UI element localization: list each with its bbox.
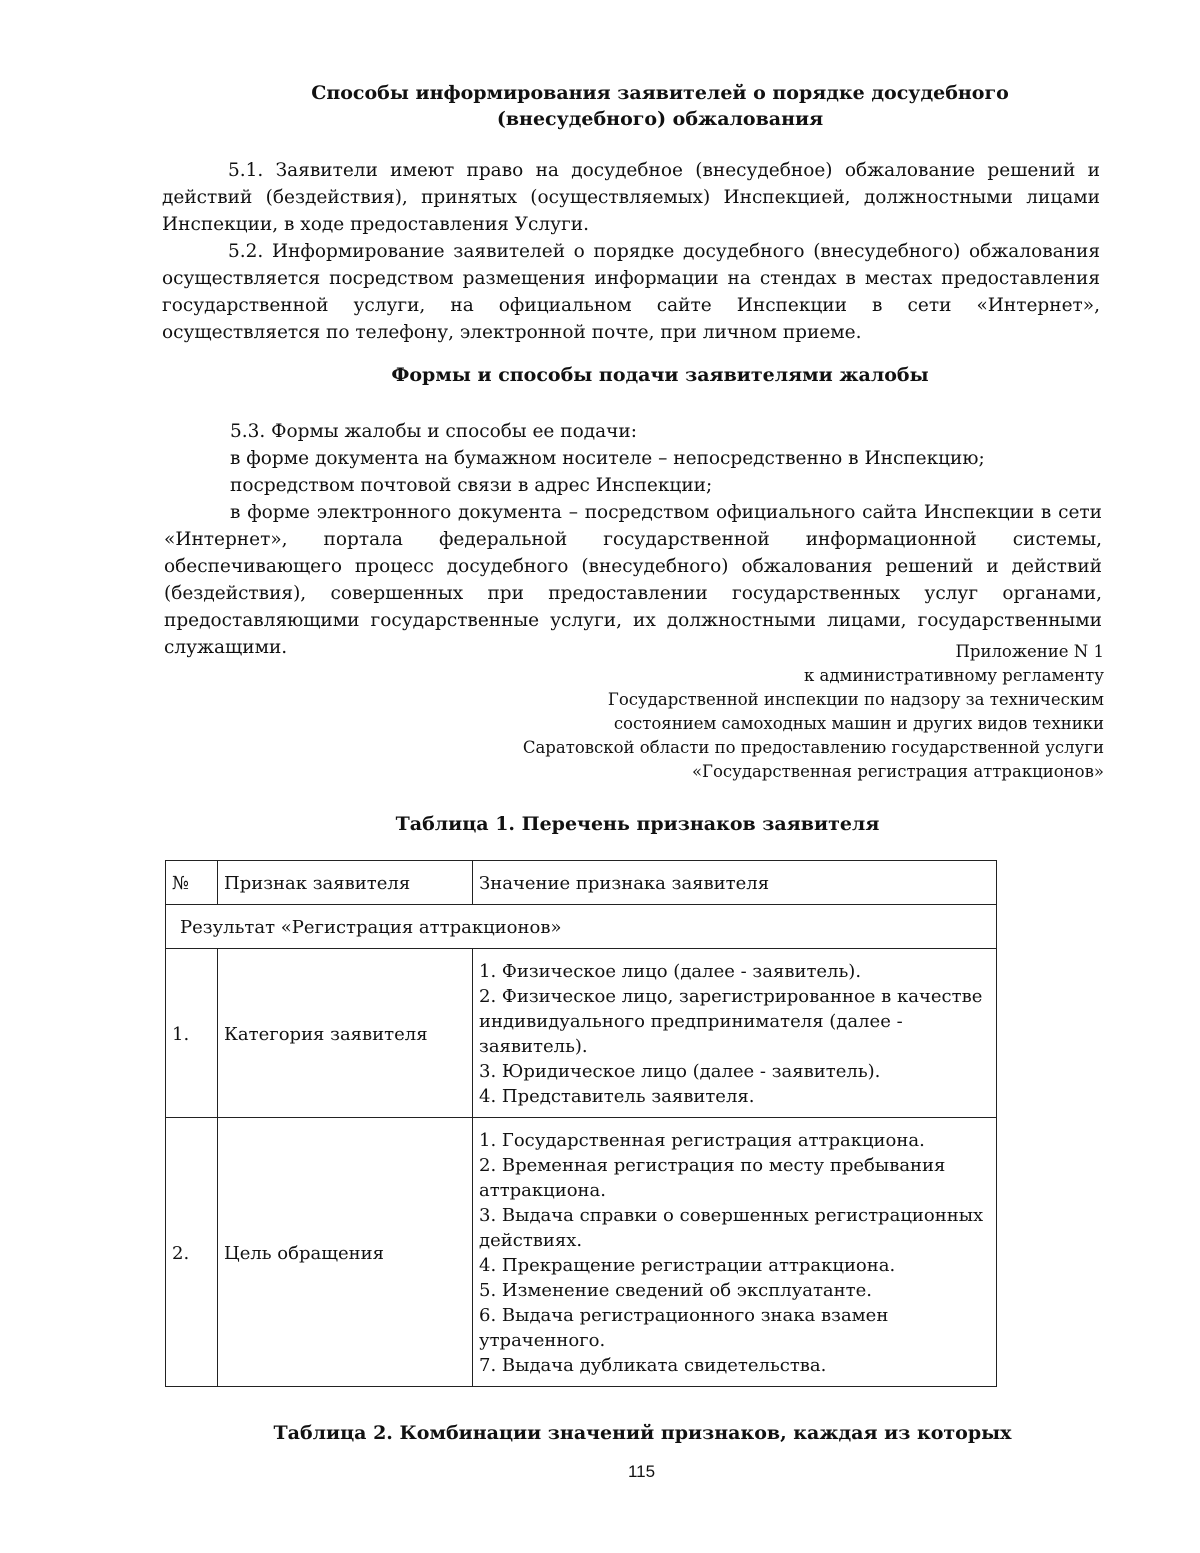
paragraph-5-1: 5.1. Заявители имеют право на досудебное (внесудебное) обжалование решений и действий (бездействия), принятых (осуществляемых) Инспекцией, должностными лицами Инспекции, в ходе предоставления Услуги. <box>162 160 1100 235</box>
subsection-title-text: Формы и способы подачи заявителями жалобы <box>391 364 929 386</box>
paragraph-paper-form: в форме документа на бумажном носителе – непосредственно в Инспекцию; <box>230 448 985 469</box>
paragraph-postal: посредством почтовой связи в адрес Инспекции; <box>230 475 713 496</box>
appendix-line: состоянием самоходных машин и других видов техники <box>613 714 1104 733</box>
value-item: 3. Выдача справки о совершенных регистрационных действиях. <box>479 1205 984 1251</box>
paragraphs-5-1-5-2 <box>162 157 1100 346</box>
value-item: 2. Физическое лицо, зарегистрированное в качестве индивидуального предпринимателя (далее - заявитель). <box>479 986 983 1057</box>
row-number: 1. <box>166 949 218 1118</box>
value-item: 3. Юридическое лицо (далее - заявитель). <box>479 1061 881 1082</box>
appendix-line: Саратовской области по предоставлению государственной услуги <box>522 738 1104 757</box>
table-row <box>166 1118 997 1387</box>
subsection-title <box>250 362 1070 388</box>
paragraph-electronic-form: в форме электронного документа – посредством официального сайта Инспекции в сети «Интернет», портала федеральной государственной информационной системы, обеспечивающего процесс досудебного (внесудебного) обжалования решений и действий (бездействия), совершенных при предоставлении государственных услуг органами, предоставляющими государственные услуги, их должностными лицами, государственными служащими. <box>164 502 1102 658</box>
table1-title <box>250 811 1025 837</box>
value-item: 2. Временная регистрация по месту пребывания аттракциона. <box>479 1155 946 1201</box>
paragraph-5-2: 5.2. Информирование заявителей о порядке досудебного (внесудебного) обжалования осуществляется посредством размещения информации на стендах в местах предоставления государственной услуги, на официальном сайте Инспекции в сети «Интернет», осуществляется по телефону, электронной почте, при личном приеме. <box>162 241 1100 343</box>
table-row <box>166 949 997 1118</box>
value-item: 5. Изменение сведений об эксплуатанте. <box>479 1280 872 1301</box>
appendix-line: к административному регламенту <box>803 666 1104 685</box>
appendix-line: Государственной инспекции по надзору за техническим <box>607 690 1104 709</box>
header-sign: Признак заявителя <box>218 861 473 905</box>
value-item: 4. Представитель заявителя. <box>479 1086 755 1107</box>
value-item: 7. Выдача дубликата свидетельства. <box>479 1355 827 1376</box>
page-number: 115 <box>627 1462 656 1481</box>
table2-title-text: Таблица 2. Комбинации значений признаков, каждая из которых <box>273 1422 1012 1444</box>
value-item: 4. Прекращение регистрации аттракциона. <box>479 1255 896 1276</box>
table1 <box>165 860 997 1387</box>
value-item: 1. Государственная регистрация аттракциона. <box>479 1130 925 1151</box>
appendix-block <box>523 640 1104 784</box>
header-number: № <box>166 861 218 905</box>
table1-title-text: Таблица 1. Перечень признаков заявителя <box>395 813 880 835</box>
appendix-line: «Государственная регистрация аттракционов» <box>691 762 1104 781</box>
section-title <box>250 80 1070 132</box>
section-title-text: Способы информирования заявителей о порядке досудебного (внесудебного) обжалования <box>311 82 1009 130</box>
table-header-row <box>166 861 997 905</box>
value-item: 1. Физическое лицо (далее - заявитель). <box>479 961 862 982</box>
paragraph-5-3: 5.3. Формы жалобы и способы ее подачи: <box>230 421 637 442</box>
table-result-row <box>166 905 997 949</box>
row-number: 2. <box>166 1118 218 1387</box>
value-item: 6. Выдача регистрационного знака взамен утраченного. <box>479 1305 889 1351</box>
result-cell: Результат «Регистрация аттракционов» <box>166 905 997 949</box>
row-sign: Категория заявителя <box>218 949 473 1118</box>
table2-title <box>270 1420 1015 1446</box>
row-values <box>473 1118 997 1387</box>
row-values <box>473 949 997 1118</box>
paragraphs-5-3 <box>164 418 1102 661</box>
appendix-line: Приложение N 1 <box>955 642 1104 661</box>
header-value: Значение признака заявителя <box>473 861 997 905</box>
row-sign: Цель обращения <box>218 1118 473 1387</box>
